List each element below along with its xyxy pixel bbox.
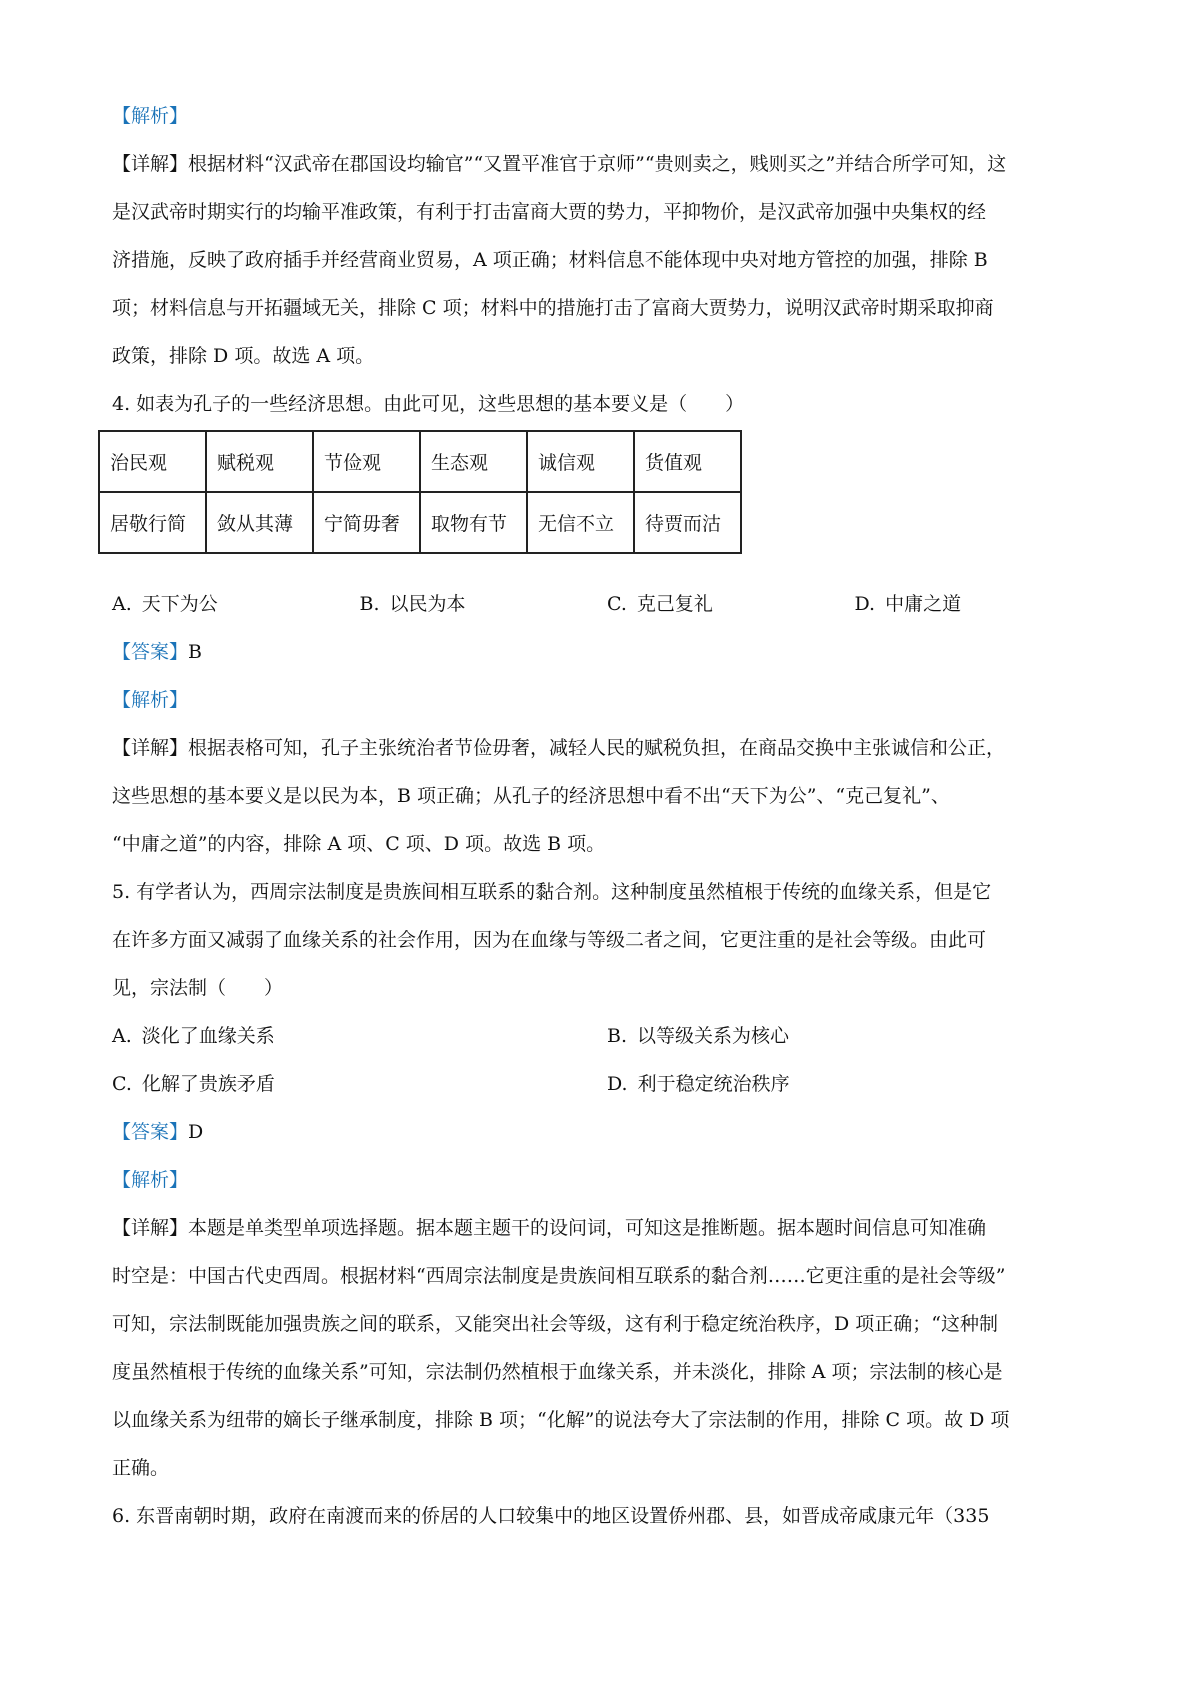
q5-stem-line: 见，宗法制（ ） [112,977,284,999]
option-b: B. 以等级关系为核心 [607,1025,790,1047]
option-d: D. 利于稳定统治秩序 [607,1073,790,1095]
q3-analysis-heading [112,92,1102,140]
q4-thought-table [98,430,742,554]
q5-answer: 【答案】D [112,1121,204,1143]
table-row [99,492,741,553]
q4-answer: 【答案】B [112,641,202,663]
q5-detail-line: 以血缘关系为纽带的嫡长子继承制度，排除 B 项；“化解”的说法夸大了宗法制的作用，排除 C 项。故 D 项 [112,1409,1010,1431]
q4-stem: 4. 如表为孔子的一些经济思想。由此可见，这些思想的基本要义是（ ） [112,393,745,415]
q4-detail-line: “中庸之道”的内容，排除 A 项、C 项、D 项。故选 B 项。 [112,833,606,855]
q5-options-row [112,1012,1102,1060]
table-cell: 取物有节 [420,492,527,553]
q5-options-row [112,1060,1102,1108]
q3-detail-line: 济措施，反映了政府插手并经营商业贸易，A 项正确；材料信息不能体现中央对地方管控的加强，排除 B [112,249,988,271]
answer-tag: 【答案】 [112,1121,189,1143]
table-cell: 居敬行简 [99,492,206,553]
q5-stem-line: 5. 有学者认为，西周宗法制度是贵族间相互联系的黏合剂。这种制度虽然植根于传统的血缘关系，但是它 [112,881,992,903]
table-header-cell: 赋税观 [206,431,313,492]
table-header-cell: 节俭观 [313,431,420,492]
table-header-cell: 诚信观 [527,431,634,492]
option-b: B. 以民为本 [359,593,466,615]
table-header-cell: 货值观 [634,431,741,492]
document-page [112,92,1102,1540]
q5-stem-line: 在许多方面又减弱了血缘关系的社会作用，因为在血缘与等级二者之间，它更注重的是社会等级。由此可 [112,929,987,951]
q5-detail-line: 【详解】本题是单类型单项选择题。据本题主题干的设问词，可知这是推断题。据本题时间信息可知准确 [112,1217,987,1239]
q6-stem: 6. 东晋南朝时期，政府在南渡而来的侨居的人口较集中的地区设置侨州郡、县，如晋成帝咸康元年（335 [112,1505,990,1527]
q5-detail-line: 时空是：中国古代史西周。根据材料“西周宗法制度是贵族间相互联系的黏合剂……它更注重的是社会等级” [112,1265,1006,1287]
table-row [99,431,741,492]
option-a: A. 天下为公 [112,593,218,615]
q4-detail-line: 【详解】根据表格可知，孔子主张统治者节俭毋奢，减轻人民的赋税负担，在商品交换中主张诚信和公正， [112,737,1006,759]
detail-tag: 【详解】 [112,153,189,175]
analysis-tag: 【解析】 [112,1169,189,1191]
answer-tag: 【答案】 [112,641,189,663]
detail-tag: 【详解】 [112,737,189,759]
analysis-tag: 【解析】 [112,689,189,711]
table-header-cell: 治民观 [99,431,206,492]
q4-detail-line: 这些思想的基本要义是以民为本，B 项正确；从孔子的经济思想中看不出“天下为公”、“克己复礼”、 [112,785,950,807]
table-cell: 敛从其薄 [206,492,313,553]
q5-detail-line: 可知，宗法制既能加强贵族之间的联系，又能突出社会等级，这有利于稳定统治秩序，D 项正确；“这种制 [112,1313,998,1335]
q4-analysis-heading [112,676,1102,724]
q3-detail-line: 是汉武帝时期实行的均输平准政策，有利于打击富商大贾的势力，平抑物价，是汉武帝加强中央集权的经 [112,201,987,223]
q5-detail-line: 正确。 [112,1457,170,1479]
table-cell: 无信不立 [527,492,634,553]
option-c: C. 克己复礼 [607,593,713,615]
q3-detail-line: 政策，排除 D 项。故选 A 项。 [112,345,375,367]
detail-tag: 【详解】 [112,1217,189,1239]
table-header-cell: 生态观 [420,431,527,492]
option-a: A. 淡化了血缘关系 [112,1025,275,1047]
option-d: D. 中庸之道 [854,593,962,615]
q3-detail-line: 【详解】根据材料“汉武帝在郡国设均输官”“又置平准官于京师”“贵则卖之，贱则买之”并结合所学可知，这 [112,153,1007,175]
q3-detail-line: 项；材料信息与开拓疆域无关，排除 C 项；材料中的措施打击了富商大贾势力，说明汉武帝时期采取抑商 [112,297,994,319]
q5-analysis-heading [112,1156,1102,1204]
analysis-tag: 【解析】 [112,105,189,127]
table-cell: 宁简毋奢 [313,492,420,553]
option-c: C. 化解了贵族矛盾 [112,1073,275,1095]
q5-detail-line: 度虽然植根于传统的血缘关系”可知，宗法制仍然植根于血缘关系，并未淡化，排除 A 项；宗法制的核心是 [112,1361,1003,1383]
table-cell: 待贾而沽 [634,492,741,553]
q4-options [112,580,1102,628]
